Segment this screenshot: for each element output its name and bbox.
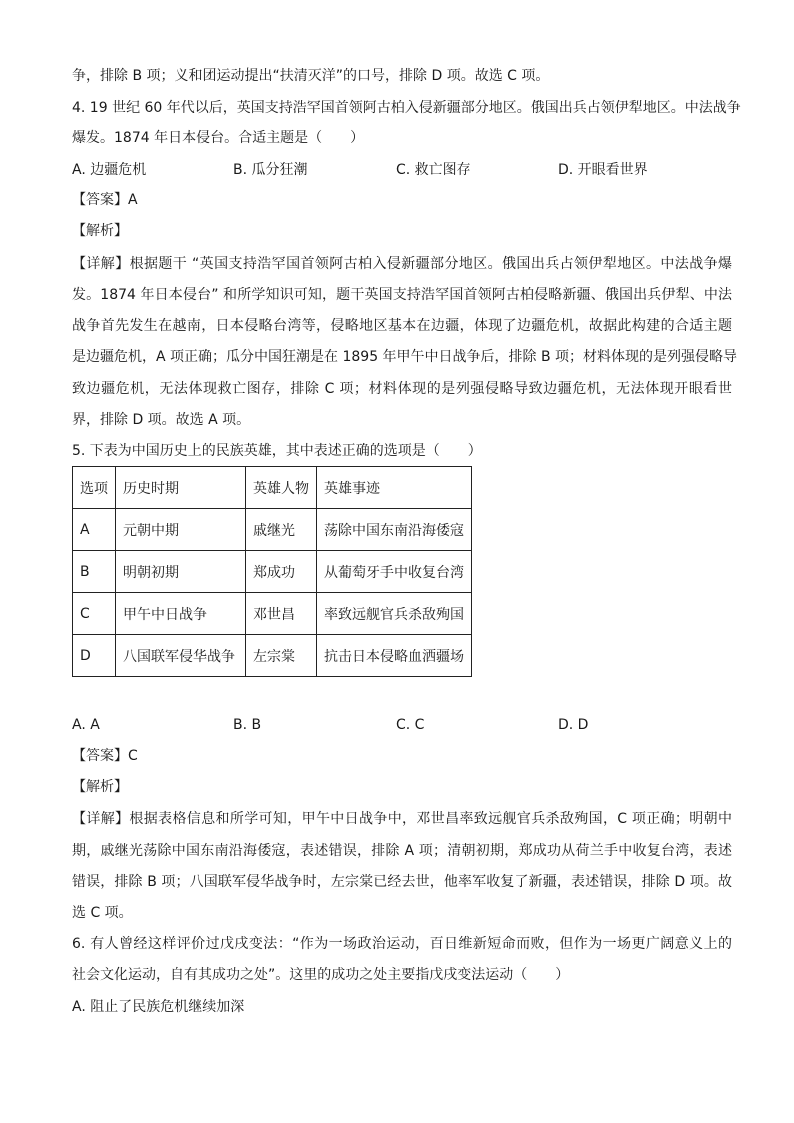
question-4-detail-line-4: 是边疆危机，A 项正确；瓜分中国狂潮是在 1895 年甲午中日战争后，排除 B 项；材料体现的是列强侵略导 (72, 349, 738, 365)
question-5-detail-line-3: 错误，排除 B 项；八国联军侵华战争时，左宗棠已经去世，他率军收复了新疆，表述错误，排除 D 项。故 (72, 874, 732, 890)
national-heroes-table (72, 466, 472, 677)
table-header-cell: 历史时期 (116, 467, 246, 509)
question-4-option-d: D. 开眼看世界 (558, 162, 648, 178)
table-row (73, 509, 472, 551)
table-row (73, 593, 472, 635)
table-header-cell: 英雄人物 (246, 467, 317, 509)
table-cell: A (73, 509, 116, 551)
question-5-option-c: C. C (396, 717, 425, 733)
table-cell: D (73, 635, 116, 677)
question-5-analysis-label: 【解析】 (72, 779, 128, 795)
table-cell: B (73, 551, 116, 593)
table-cell: 率致远舰官兵杀敌殉国 (317, 593, 472, 635)
question-4-option-c: C. 救亡图存 (396, 162, 471, 178)
question-5-option-d: D. D (558, 717, 589, 733)
question-4-analysis-label: 【解析】 (72, 223, 128, 239)
question-4-detail-line-2: 发。1874 年日本侵台” 和所学知识可知，题干英国支持浩罕国首领阿古柏侵略新疆、俄国出兵伊犁、中法 (72, 287, 732, 303)
table-cell: 明朝初期 (116, 551, 246, 593)
table-cell: 邓世昌 (246, 593, 317, 635)
question-4-option-a: A. 边疆危机 (72, 162, 147, 178)
question-4-option-b: B. 瓜分狂潮 (233, 162, 308, 178)
question-5-detail-line-1: 【详解】根据表格信息和所学可知，甲午中日战争中，邓世昌率致远舰官兵杀敌殉国，C 项正确；明朝中 (72, 811, 732, 827)
table-cell: 八国联军侵华战争 (116, 635, 246, 677)
table-header-row (73, 467, 472, 509)
question-4-detail-line-1: 【详解】根据题干 “英国支持浩罕国首领阿古柏入侵新疆部分地区。俄国出兵占领伊犁地区。中法战争爆 (72, 256, 732, 272)
table-cell: 抗击日本侵略血洒疆场 (317, 635, 472, 677)
question-6-option-a: A. 阻止了民族危机继续加深 (72, 999, 245, 1015)
table-row (73, 551, 472, 593)
question-5-stem: 5. 下表为中国历史上的民族英雄，其中表述正确的选项是（ ） (72, 443, 482, 459)
table-row (73, 635, 472, 677)
table-cell: 左宗棠 (246, 635, 317, 677)
table-cell: 甲午中日战争 (116, 593, 246, 635)
table-header-cell: 选项 (73, 467, 116, 509)
table-cell: 从葡萄牙手中收复台湾 (317, 551, 472, 593)
question-4-detail-line-3: 战争首先发生在越南，日本侵略台湾等，侵略地区基本在边疆，体现了边疆危机，故据此构建的合适主题 (72, 318, 732, 334)
question-4-stem-line-1: 4. 19 世纪 60 年代以后，英国支持浩罕国首领阿古柏入侵新疆部分地区。俄国出兵占领伊犁地区。中法战争 (72, 100, 741, 116)
table-cell: 元朝中期 (116, 509, 246, 551)
table-header-cell: 英雄事迹 (317, 467, 472, 509)
table-cell: 戚继光 (246, 509, 317, 551)
question-5-option-a: A. A (72, 717, 100, 733)
question-5-option-b: B. B (233, 717, 262, 733)
question-4-answer: 【答案】A (72, 192, 138, 208)
question-5-detail-line-2: 期，戚继光荡除中国东南沿海倭寇，表述错误，排除 A 项；清朝初期，郑成功从荷兰手中收复台湾，表述 (72, 843, 732, 859)
question-5-answer: 【答案】C (72, 748, 138, 764)
question-6-stem-line-2: 社会文化运动，自有其成功之处”。这里的成功之处主要指戊戌变法运动（ ） (72, 967, 570, 983)
question-4-stem-line-2: 爆发。1874 年日本侵台。合适主题是（ ） (72, 130, 365, 146)
question-4-detail-line-5: 致边疆危机，无法体现救亡图存，排除 C 项；材料体现的是列强侵略导致边疆危机，无法体现开眼看世 (72, 381, 732, 397)
continued-explanation-line: 争，排除 B 项；义和团运动提出“扶清灭洋”的口号，排除 D 项。故选 C 项。 (72, 68, 550, 84)
question-5-detail-line-4: 选 C 项。 (72, 905, 133, 921)
table-cell: 郑成功 (246, 551, 317, 593)
question-4-detail-line-6: 界，排除 D 项。故选 A 项。 (72, 412, 251, 428)
table-cell: C (73, 593, 116, 635)
table-cell: 荡除中国东南沿海倭寇 (317, 509, 472, 551)
question-6-stem-line-1: 6. 有人曾经这样评价过戊戌变法：“作为一场政治运动，百日维新短命而败，但作为一场更广阔意义上的 (72, 936, 732, 952)
